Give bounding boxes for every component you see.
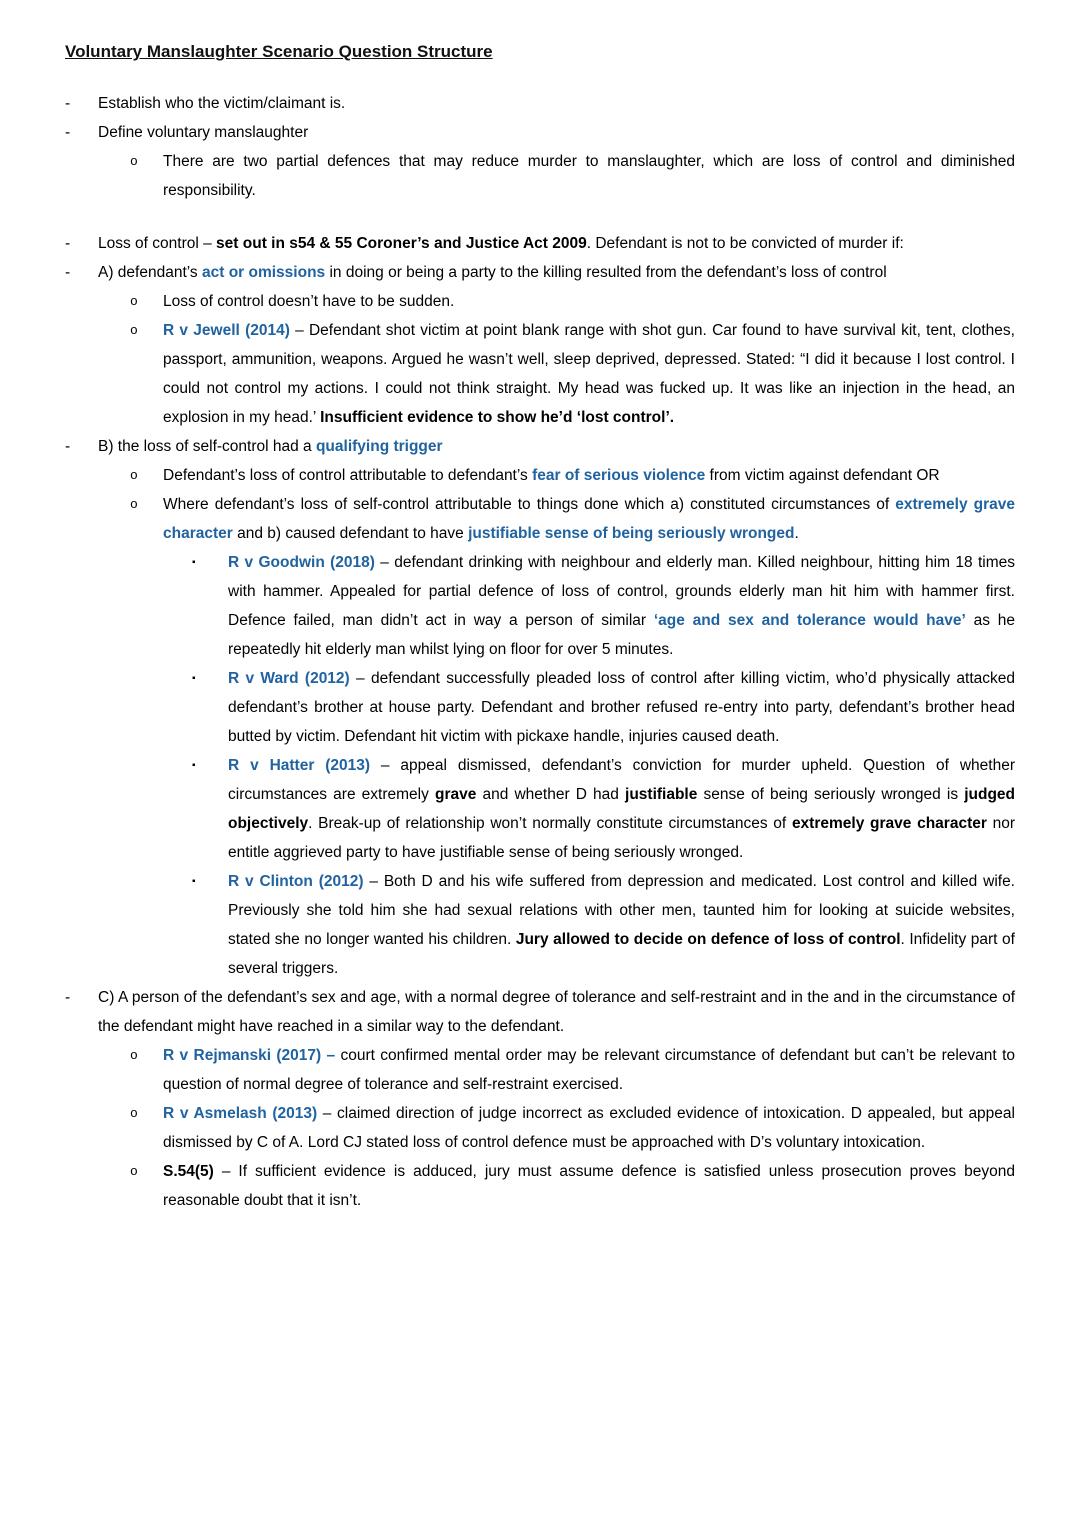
page-title: Voluntary Manslaughter Scenario Question Structure [65,42,493,61]
highlighted-term: R v Hatter (2013) [228,757,371,774]
list-item-text [98,258,1015,287]
bullet-marker: o [130,294,138,309]
bullet-marker: - [65,438,71,455]
bullet-marker: ▪ [192,557,196,568]
highlighted-term: R v Asmelash (2013) [163,1105,318,1122]
list-item-text [163,1041,1015,1099]
list-item-text [228,751,1015,867]
list-item [65,316,1015,432]
bullet-marker: - [65,95,71,112]
text-run: extremely grave character [791,815,987,832]
list-item [65,1099,1015,1157]
text-run: as he repeatedly hit elderly man whilst lying on floor for over 5 minutes. [228,612,1015,658]
text-run: Establish who the victim/claimant is. [98,95,346,112]
bullet-marker: o [130,497,138,512]
bullet-marker: o [130,154,138,169]
list-item [65,664,1015,751]
bullet-marker: o [130,1048,138,1063]
highlighted-term: extremely grave character [163,496,1015,542]
text-run: set out in s54 & 55 Coroner’s and Justice Act 2009 [216,235,587,252]
list-item [65,867,1015,983]
list-item-text [228,867,1015,983]
text-run: court confirmed mental order may be relevant circumstance of defendant but can’t be relevant to question of normal degree of tolerance and self-restraint exercised. [163,1047,1015,1093]
bullet-marker: - [65,989,71,1006]
highlighted-term: R v Goodwin (2018) [228,554,375,571]
bullet-marker: o [130,1106,138,1121]
list-item-text [163,316,1015,432]
highlighted-term: R v Jewell (2014) [163,322,290,339]
text-run: Loss of control – [98,235,217,252]
highlighted-term: qualifying trigger [315,438,443,455]
highlighted-term: R v Clinton (2012) [228,873,364,890]
list-item-text [228,548,1015,664]
list-item-text [98,983,1015,1041]
text-run: There are two partial defences that may reduce murder to manslaughter, which are loss of control and diminished responsibility. [163,153,1015,199]
text-run: . Infidelity part of several triggers. [228,931,1015,977]
list-item-text [163,147,1015,205]
text-run: Jury allowed to decide on defence of loss of control [515,931,901,948]
text-run: – Defendant shot victim at point blank range with shot gun. Car found to have survival kit, tent, clothes, passport, ammunition, weapons. Argued he wasn’t well, sleep deprived, depressed. Stated: “I did it because I lost control. I could not control my actions. I could not think straight. My head was fucked up. It was like an injection in the head, an explosion in my head.’ [163,322,1015,426]
text-run: judged objectively [228,786,1016,832]
bullet-marker: ▪ [192,673,196,684]
text-run: justifiable [625,786,698,803]
text-run: and b) caused defendant to have [232,525,469,542]
list-item [65,432,1015,461]
list-item [65,490,1015,548]
bullet-marker: o [130,323,138,338]
text-run: from victim against defendant OR [705,467,940,484]
text-run: A) defendant’s [98,264,202,281]
list-item [65,1157,1015,1215]
bullet-marker: - [65,264,71,281]
text-run: – defendant drinking with neighbour and elderly man. Killed neighbour, hitting him 18 times with hammer. Appealed for partial defence of loss of control, grounds elderly man hit him with hammer first. Defence failed, man didn’t act in way a person of similar [228,554,1015,629]
text-run: nor entitle aggrieved party to have justifiable sense of being seriously wronged. [228,815,1015,861]
list-item-text [228,664,1015,751]
list-item-text [163,461,1015,490]
list-item [65,147,1015,205]
list-item [65,983,1015,1041]
text-run: – If sufficient evidence is adduced, jury must assume defence is satisfied unless prosecution proves beyond reasonable doubt that it isn’t. [163,1163,1015,1209]
document-body [65,89,1015,1215]
list-item-text [163,490,1015,548]
list-item [65,548,1015,664]
highlighted-term: act or omissions [201,264,326,281]
highlighted-term: justifiable sense of being seriously wronged [468,525,795,542]
text-run: Defendant’s loss of control attributable to defendant’s [163,467,533,484]
text-run: and whether D had [476,786,626,803]
highlighted-term: fear of serious violence [532,467,706,484]
bullet-marker: ▪ [192,760,196,771]
highlighted-term: R v Rejmanski (2017) – [163,1047,341,1064]
text-run: – claimed direction of judge incorrect as excluded evidence of intoxication. D appealed, but appeal dismissed by C of A. Lord CJ stated loss of control defence must be approached with D’s voluntary intoxication. [163,1105,1015,1151]
list-item [65,118,1015,147]
highlighted-term: R v Ward (2012) [228,670,350,687]
list-item [65,229,1015,258]
list-item [65,89,1015,118]
text-run: S.54(5) [163,1163,214,1180]
text-run: Where defendant’s loss of self-control attributable to things done which a) constituted circumstances of [163,496,896,513]
text-run: Define voluntary manslaughter [98,124,309,141]
list-item-text [98,118,1015,147]
list-item [65,461,1015,490]
text-run: . Break-up of relationship won’t normally constitute circumstances of [308,815,792,832]
paragraph-spacer [65,205,1015,229]
list-item [65,258,1015,287]
text-run: in doing or being a party to the killing resulted from the defendant’s loss of control [325,264,887,281]
list-item [65,751,1015,867]
list-item [65,287,1015,316]
text-run: – appeal dismissed, defendant’s conviction for murder upheld. Question of whether circumstances are extremely [228,757,1015,803]
text-run: – defendant successfully pleaded loss of control after killing victim, who’d physically attacked defendant’s brother at house party. Defendant and brother refused re-entry into party, defendant’s brother head butted by victim. Defendant hit victim with pickaxe handle, injuries caused death. [228,670,1015,745]
bullet-marker: o [130,468,138,483]
text-run: grave [435,786,477,803]
list-item-text [98,229,1015,258]
bullet-marker: - [65,235,71,252]
bullet-marker: ▪ [192,876,196,887]
text-run: B) the loss of self-control had a [98,438,316,455]
list-item-text [163,1157,1015,1215]
bullet-marker: o [130,1164,138,1179]
text-run: – Both D and his wife suffered from depression and medicated. Lost control and killed wife. Previously she told him she had sexual relations with other men, taunted him for looking at suicide websites, stated she no longer wanted his children. [228,873,1015,948]
list-item-text [163,1099,1015,1157]
list-item-text [98,432,1015,461]
text-run: . [794,525,799,542]
text-run: . Defendant is not to be convicted of murder if: [586,235,904,252]
text-run: Insufficient evidence to show he’d ‘lost control’. [320,409,675,426]
text-run: Loss of control doesn’t have to be sudden. [163,293,455,310]
bullet-marker: - [65,124,71,141]
list-item-text [98,89,1015,118]
list-item [65,1041,1015,1099]
list-item-text [163,287,1015,316]
text-run: C) A person of the defendant’s sex and age, with a normal degree of tolerance and self-restraint and in the and in the circumstance of the defendant might have reached in a similar way to the defendant. [98,989,1015,1035]
text-run: sense of being seriously wronged is [697,786,965,803]
highlighted-term: ‘age and sex and tolerance would have’ [653,612,966,629]
